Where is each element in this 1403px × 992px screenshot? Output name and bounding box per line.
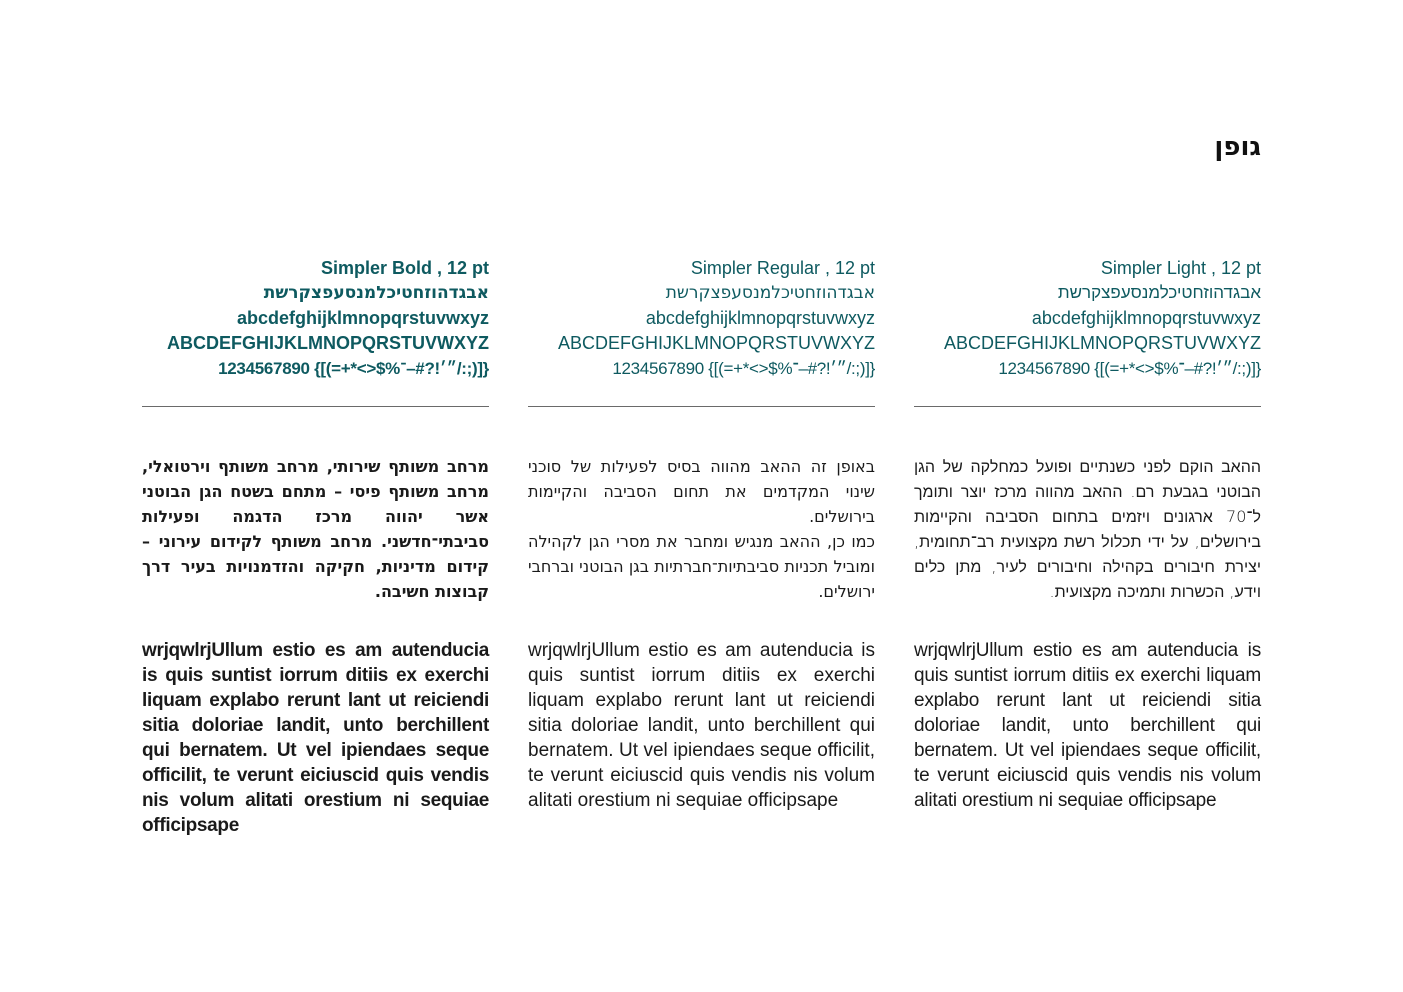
latin-sample-text: wrjqwlrjUllum estio es am autenducia is quis suntist iorrum ditiis ex exerchi liquam explabo rerunt lant ut reiciendi sitia doloriae landit, unto berchillent qui bernatem. Ut vel ipiendaes seque officilit, te verunt eiciuscid quis vendis nis volum alitati orestium ni sequiae officipsape xyxy=(142,640,489,836)
page-title: גופן xyxy=(1214,132,1261,162)
lowercase-alphabet: abcdefghijklmnopqrstuvwxyz xyxy=(236,308,489,328)
divider xyxy=(142,406,489,407)
hebrew-paragraph: באופן זה ההאב מהווה בסיס לפעילות של סוכני שינוי המקדמים את תחום הסביבה והקיימות בירושלים. xyxy=(528,457,875,526)
hebrew-sample-text xyxy=(142,454,489,604)
font-specimen-bold xyxy=(142,256,489,381)
latin-sample-text: wrjqwlrjUllum estio es am autenducia is quis suntist iorrum ditiis ex exerchi liquam explabo rerunt lant ut reiciendi sitia doloriae landit, unto berchillent qui bernatem. Ut vel ipiendaes seque officilit, te verunt eiciuscid quis vendis nis volum alitati orestium ni sequiae officipsape xyxy=(528,640,875,811)
font-column-regular xyxy=(528,256,875,813)
latin-sample-text: wrjqwlrjUllum estio es am autenducia is quis suntist iorrum ditiis ex exerchi liquam explabo rerunt lant ut reiciendi sitia doloriae landit, unto berchillent qui bernatem. Ut vel ipiendaes seque officilit, te verunt eiciuscid quis vendis nis volum alitati orestium ni sequiae officipsape xyxy=(914,640,1261,811)
uppercase-alphabet: ABCDEFGHIJKLMNOPQRSTUVWXYZ xyxy=(557,333,875,353)
font-column-light xyxy=(914,256,1261,813)
lowercase-alphabet: abcdefghijklmnopqrstuvwxyz xyxy=(645,308,875,328)
numbers-symbols: 1234567890 {[(=+*<>$%״׳!?#–־/:;)]} xyxy=(998,359,1261,378)
lowercase-alphabet: abcdefghijklmnopqrstuvwxyz xyxy=(1031,308,1261,328)
font-column-bold xyxy=(142,256,489,838)
hebrew-alphabet: אבגדהוזחטיכלמנסעפצקרשת xyxy=(263,283,489,303)
hebrew-paragraph: מרחב משותף שירותי, מרחב משותף וירטואלי, מרחב משותף פיסי – מתחם בשטח הגן הבוטני אשר יהווה מרכז הדגמה ופעילות סביבתי־חדשני. מרחב משותף לקידום עירוני – קידום מדיניות, חקיקה והזדמנויות בעיר דרך קבוצות חשיבה. xyxy=(142,457,489,601)
hebrew-alphabet: אבגדהוזחטיכלמנסעפצקרשת xyxy=(1057,283,1261,303)
hebrew-sample-text xyxy=(528,454,875,604)
font-name: Simpler Bold , 12 pt xyxy=(320,258,489,278)
font-specimen-light xyxy=(914,256,1261,381)
hebrew-alphabet: אבגדהוזחטיכלמנסעפצקרשת xyxy=(665,283,875,303)
numbers-symbols: 1234567890 {[(=+*<>$%״׳!?#–־/:;)]} xyxy=(612,359,875,378)
divider xyxy=(914,406,1261,407)
uppercase-alphabet: ABCDEFGHIJKLMNOPQRSTUVWXYZ xyxy=(943,333,1261,353)
hebrew-sample-text xyxy=(914,454,1261,604)
font-name: Simpler Regular , 12 pt xyxy=(690,258,875,278)
uppercase-alphabet: ABCDEFGHIJKLMNOPQRSTUVWXYZ xyxy=(166,333,489,353)
hebrew-paragraph: ההאב הוקם לפני כשנתיים ופועל כמחלקה של הגן הבוטני בגבעת רם. ההאב מהווה מרכז יוצר ותומך ל־70 ארגונים ויזמים בתחום הסביבה והקיימות בירושלים, על ידי תכלול רשת מקצועית רב־תחומית, יצירת חיבורים בקהילה וחיבורים לעיר, מתן כלים וידע, הכשרות ותמיכה מקצועית. xyxy=(914,457,1261,601)
hebrew-paragraph: כמו כן, ההאב מנגיש ומחבר את מסרי הגן לקהילה ומוביל תכניות סביבתיות־חברתיות בגן הבוטני וברחבי ירושלים. xyxy=(528,532,875,601)
divider xyxy=(528,406,875,407)
font-name: Simpler Light , 12 pt xyxy=(1100,258,1261,278)
numbers-symbols: 1234567890 {[(=+*<>$%״׳!?#–־/:;)]} xyxy=(218,359,489,378)
font-specimen-regular xyxy=(528,256,875,381)
